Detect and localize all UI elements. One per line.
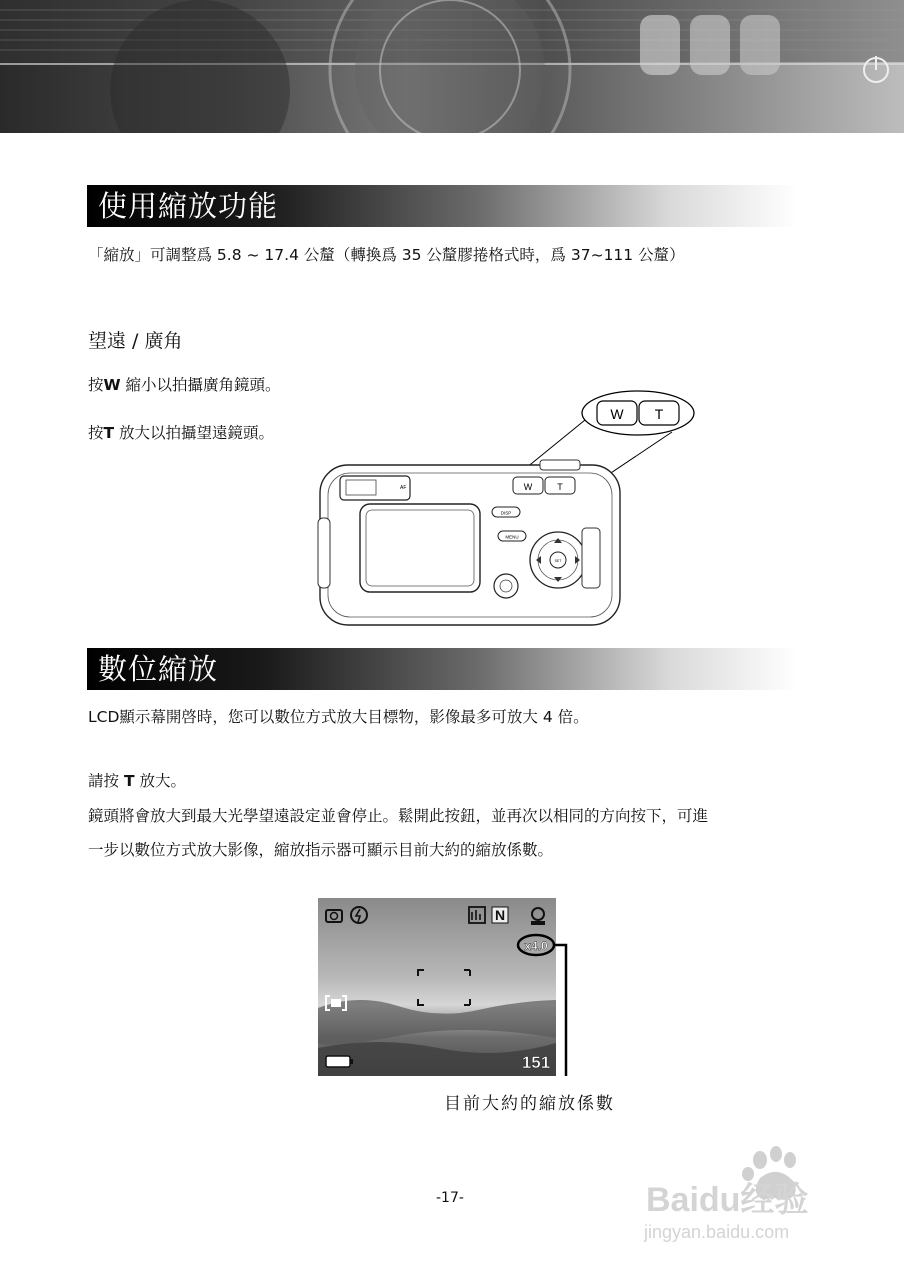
instruction-text: 縮小以拍攝廣角鏡頭。 [120, 376, 281, 394]
af-label: AF [400, 485, 407, 491]
quality-indicator: N [494, 907, 506, 923]
lcd-screen [360, 504, 480, 592]
camera-back-diagram [300, 380, 700, 630]
section-header-digital-zoom [87, 648, 797, 690]
section-title: 數位縮放 [98, 652, 219, 686]
t-label: T [654, 406, 664, 422]
key-w: W [103, 376, 121, 394]
section-title: 使用縮放功能 [98, 189, 279, 223]
subsection-title: 望遠 / 廣角 [88, 330, 183, 352]
step-prefix: 請按 [88, 772, 120, 790]
t-label-body: T [557, 482, 563, 492]
disp-label: DISP [500, 510, 512, 516]
watermark-url: jingyan.baidu.com [644, 1222, 790, 1242]
w-label: W [610, 406, 624, 422]
instruction-prefix: 按 [88, 376, 104, 394]
zoom-indicator: x4.0 [524, 939, 548, 953]
watermark-brand: Baidu经验 [646, 1181, 809, 1219]
instruction-wide [88, 374, 281, 396]
digital-zoom-step [88, 770, 186, 792]
camera-lens-banner-art [0, 0, 904, 133]
key-t: T [123, 772, 135, 790]
lcd-preview [318, 898, 586, 1078]
zoom-factor-caption: 目前大約的縮放係數 [444, 1094, 615, 1114]
baidu-watermark [640, 1140, 870, 1250]
battery-icon [326, 1056, 350, 1067]
key-t: T [103, 424, 115, 442]
digital-zoom-intro: LCD顯示幕開啓時，您可以數位方式放大目標物，影像最多可放大 4 倍。 [88, 708, 589, 726]
header-banner [0, 0, 904, 133]
digital-zoom-para-line1: 鏡頭將會放大到最大光學望遠設定並會停止。鬆開此按鈕，並再次以相同的方向按下，可進 [88, 807, 709, 825]
step-text: 放大。 [139, 772, 186, 790]
digital-zoom-para-line2: 一步以數位方式放大影像，縮放指示器可顯示目前大約的縮放係數。 [88, 841, 554, 859]
w-label-body: W [523, 482, 533, 492]
zoom-intro-text: 「縮放」可調整爲 5.8 ~ 17.4 公釐（轉換爲 35 公釐膠捲格式時，爲 37~111 公釐） [88, 246, 685, 264]
page-number: -17- [436, 1190, 464, 1206]
instruction-prefix: 按 [88, 424, 104, 442]
section-header-zoom [87, 185, 797, 227]
menu-label: MENU [505, 534, 519, 540]
set-label: SET [554, 559, 562, 563]
instruction-text: 放大以拍攝望遠鏡頭。 [114, 424, 275, 442]
instruction-tele [88, 422, 274, 444]
shots-remaining: 151 [521, 1053, 551, 1072]
